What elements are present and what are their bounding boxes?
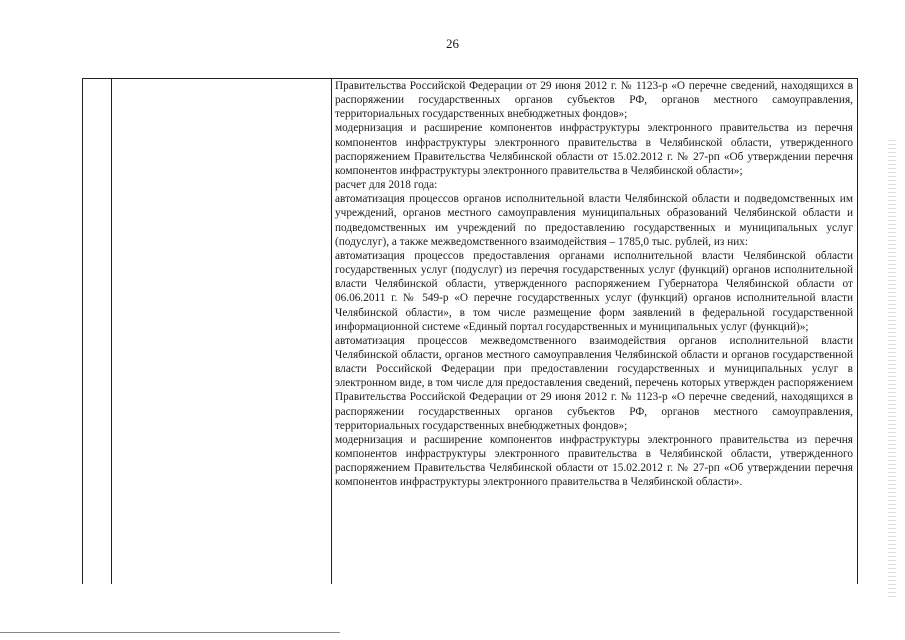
page-number: 26 (446, 36, 459, 51)
bottom-rule (0, 632, 340, 633)
scan-margin-mark (888, 140, 896, 600)
paragraph: расчет для 2018 года: (335, 179, 438, 192)
paragraph: Правительства Российской Федерации от 29 июня 2012 г. № 1123-р «О перечне сведений, находящихся в распоряжении государственных органов субъектов РФ, органов местного самоуправления, территориальных государственных внебюджетных фондов»; (335, 80, 853, 121)
paragraph: автоматизация процессов предоставления органами исполнительной власти Челябинской области государственных услуг (подуслуг) из перечня государственных услуг (функций) органов исполнительной власти Челябинской области, утвержденного распоряжением Губернатора Челябинской области от 06.06.2011 г. № 549-р «О перечне государственных услуг (функций) органов исполнительной власти Челябинской области», в том числе размещение форм заявлений в федеральной государственной информационной системе «Единый портал государственных и муниципальных услуг (функций)»; (335, 249, 853, 333)
paragraph: автоматизация процессов органов исполнительной власти Челябинской области и подведомственных им учреждений, органов местного самоуправления муниципальных образований Челябинской области и подведомственных им учреждений по предоставлению государственных и муниципальных услуг (подуслуг), а также межведомственного взаимодействия – 1785,0 тыс. рублей, из них: (335, 193, 853, 248)
paragraph: модернизация и расширение компонентов инфраструктуры электронного правительства из перечня компонентов инфраструктуры электронного правительства в Челябинской области, утвержденного распоряжением Правительства Челябинской области от 15.02.2012 г. № 27-рп «Об утверждении перечня компонентов инфраструктуры электронного правительства в Челябинской области»; (335, 122, 853, 177)
document-table (82, 78, 858, 584)
paragraph: модернизация и расширение компонентов инфраструктуры электронного правительства из перечня компонентов инфраструктуры электронного правительства в Челябинской области, утвержденного распоряжением Правительства Челябинской области от 15.02.2012 г. № 27-рп «Об утверждении перечня компонентов инфраструктуры электронного правительства в Челябинской области». (335, 433, 853, 489)
paragraph: автоматизация процессов межведомственного взаимодействия органов исполнительной власти Челябинской области, органов местного самоуправления Челябинской области и органов государственной власти Российской Федерации при предоставлении государственных и муниципальных услуг в электронном виде, в том числе для предоставления сведений, перечень которых утвержден распоряжением Правительства Российской Федерации от 29 июня 2012 г. № 1123-р «О перечне сведений, находящихся в распоряжении государственных органов субъектов РФ, органов местного самоуправления, территориальных государственных внебюджетных фондов»; (335, 334, 853, 432)
table-cell-text (335, 79, 853, 490)
table-column-divider-2 (331, 79, 332, 584)
table-column-divider-1 (111, 79, 112, 584)
